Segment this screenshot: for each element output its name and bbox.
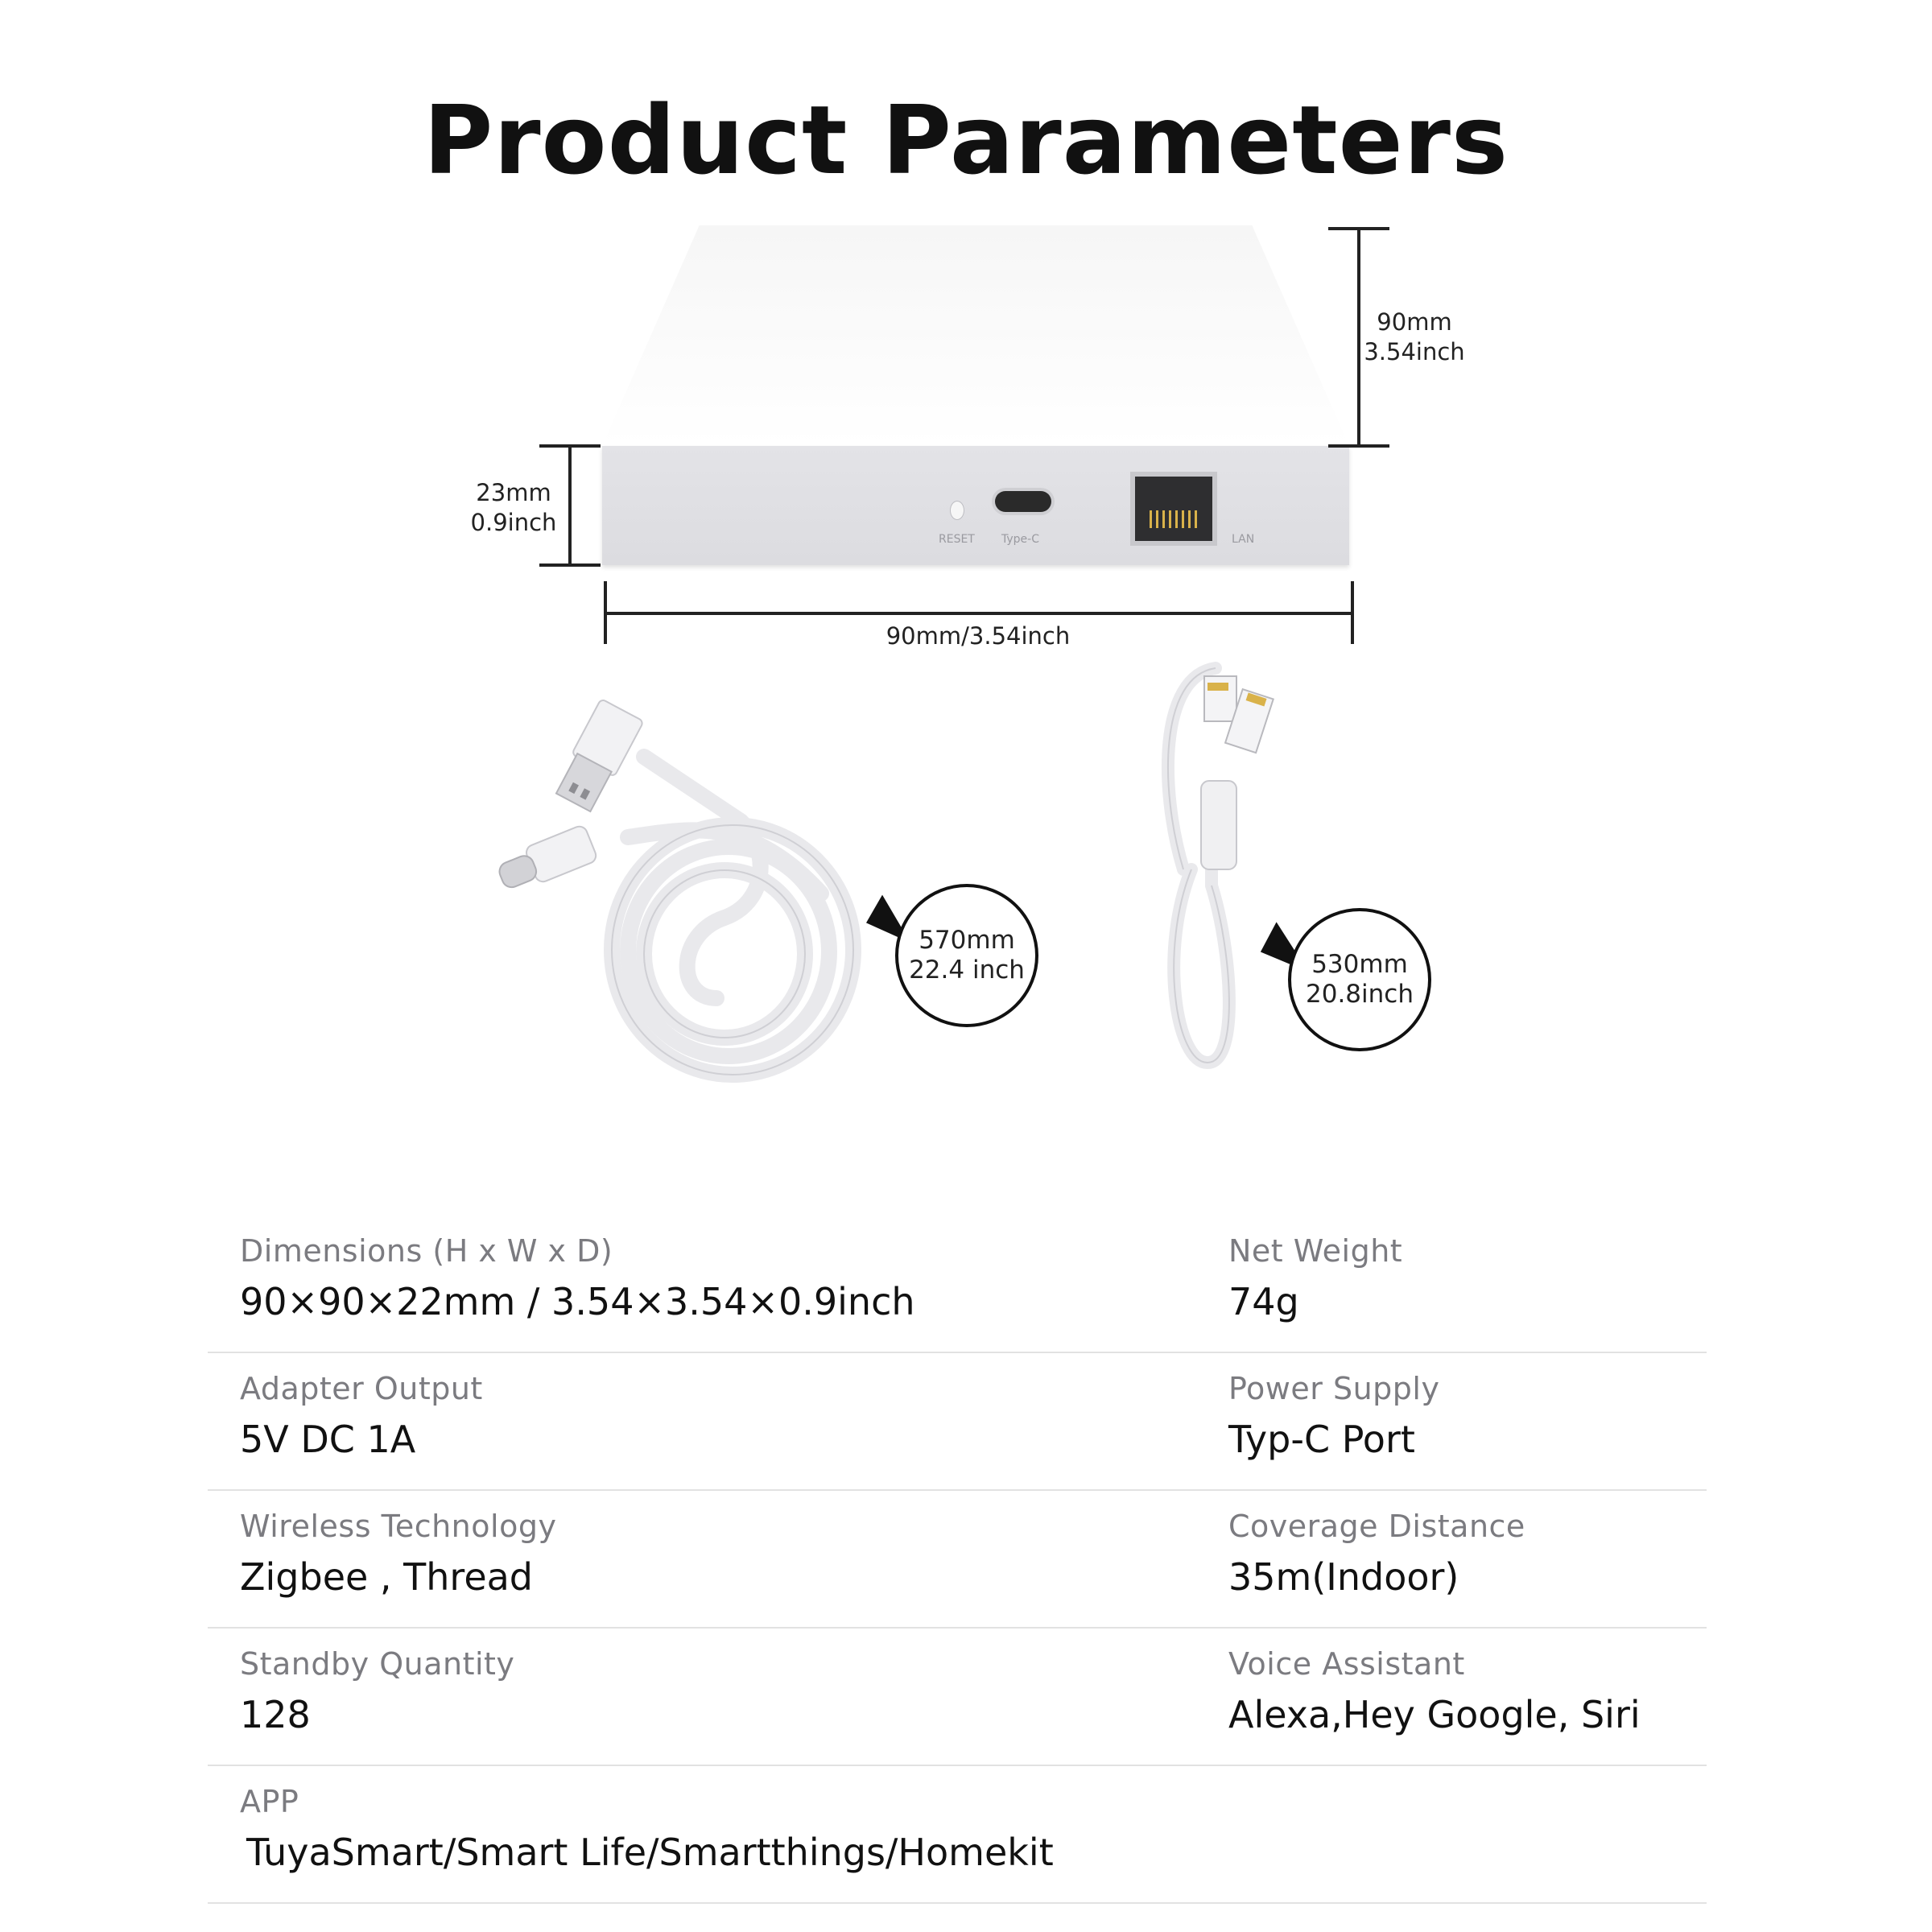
width-dimension-line	[605, 612, 1352, 615]
spec-value: 90×90×22mm / 3.54×3.54×0.9inch	[240, 1280, 915, 1323]
reset-label: RESET	[939, 533, 975, 546]
lan-cable-length-bubble	[1288, 908, 1431, 1051]
device-top-surface	[602, 225, 1349, 446]
reset-button-icon	[950, 501, 964, 520]
spec-row-app	[208, 1766, 1707, 1904]
spec-label: Voice Assistant	[1228, 1646, 1465, 1682]
lan-length-mm: 530mm	[1311, 950, 1408, 979]
depth-dimension-label	[1362, 308, 1467, 367]
height-dimension-label	[465, 478, 562, 538]
spec-cell-app	[240, 1766, 1054, 1874]
width-dimension-cap-right	[1351, 581, 1354, 644]
usb-c-port-icon	[995, 491, 1051, 512]
spec-value: Typ-C Port	[1228, 1418, 1415, 1461]
page-title: Product Parameters	[423, 85, 1509, 196]
spec-cell-power-supply	[1228, 1353, 1439, 1461]
spec-label: Standby Quantity	[240, 1646, 515, 1682]
spec-cell-standby-quantity	[240, 1629, 514, 1736]
spec-cell-dimensions	[240, 1216, 915, 1323]
spec-cell-coverage-distance	[1228, 1491, 1525, 1599]
spec-cell-adapter-output	[240, 1353, 483, 1461]
height-dimension-cap-top	[539, 444, 601, 448]
spec-value: Alexa,Hey Google, Siri	[1228, 1693, 1641, 1736]
spec-label: Dimensions (H x W x D)	[240, 1233, 613, 1269]
lan-length-inch: 20.8inch	[1306, 980, 1414, 1009]
depth-mm: 90mm	[1377, 308, 1452, 336]
spec-value: Zigbee , Thread	[240, 1555, 534, 1599]
usb-cable-illustration	[483, 692, 886, 1095]
device-front-panel	[602, 446, 1349, 565]
spec-value: 128	[240, 1693, 311, 1736]
spec-label: Wireless Technology	[240, 1509, 557, 1544]
height-dimension-cap-bottom	[539, 564, 601, 567]
spec-row-capacity	[208, 1629, 1707, 1766]
spec-row-wireless	[208, 1491, 1707, 1629]
spec-label: Coverage Distance	[1228, 1509, 1525, 1544]
type-c-label: Type-C	[1001, 533, 1039, 546]
width-dimension-cap-left	[604, 581, 607, 644]
usb-cable-length-bubble	[895, 884, 1038, 1027]
width-dimension-label: 90mm/3.54inch	[886, 622, 1071, 650]
ethernet-port-icon	[1130, 472, 1217, 546]
spec-label: APP	[240, 1784, 299, 1819]
spec-label: Power Supply	[1228, 1371, 1440, 1406]
height-inch: 0.9inch	[470, 509, 557, 536]
spec-cell-net-weight	[1228, 1216, 1402, 1323]
spec-value: 74g	[1228, 1280, 1299, 1323]
lan-label: LAN	[1232, 533, 1255, 546]
usb-length-mm: 570mm	[919, 926, 1015, 955]
spec-row-power	[208, 1353, 1707, 1491]
spec-value: 35m(Indoor)	[1228, 1555, 1459, 1599]
depth-dimension-cap-top	[1328, 227, 1389, 230]
spec-table	[208, 1216, 1707, 1904]
spec-value: TuyaSmart/Smart Life/Smartthings/Homekit	[246, 1831, 1054, 1874]
height-dimension-line	[568, 444, 572, 565]
spec-row-dimensions	[208, 1216, 1707, 1353]
spec-cell-voice-assistant	[1228, 1629, 1641, 1736]
spec-value: 5V DC 1A	[240, 1418, 416, 1461]
spec-cell-wireless-technology	[240, 1491, 556, 1599]
height-mm: 23mm	[476, 479, 551, 506]
spec-label: Net Weight	[1228, 1233, 1403, 1269]
depth-dimension-line	[1357, 227, 1360, 448]
gateway-illustration	[0, 0, 1932, 660]
spec-label: Adapter Output	[240, 1371, 483, 1406]
usb-length-inch: 22.4 inch	[909, 956, 1025, 985]
depth-dimension-cap-bottom	[1328, 444, 1389, 448]
depth-inch: 3.54inch	[1364, 338, 1465, 365]
